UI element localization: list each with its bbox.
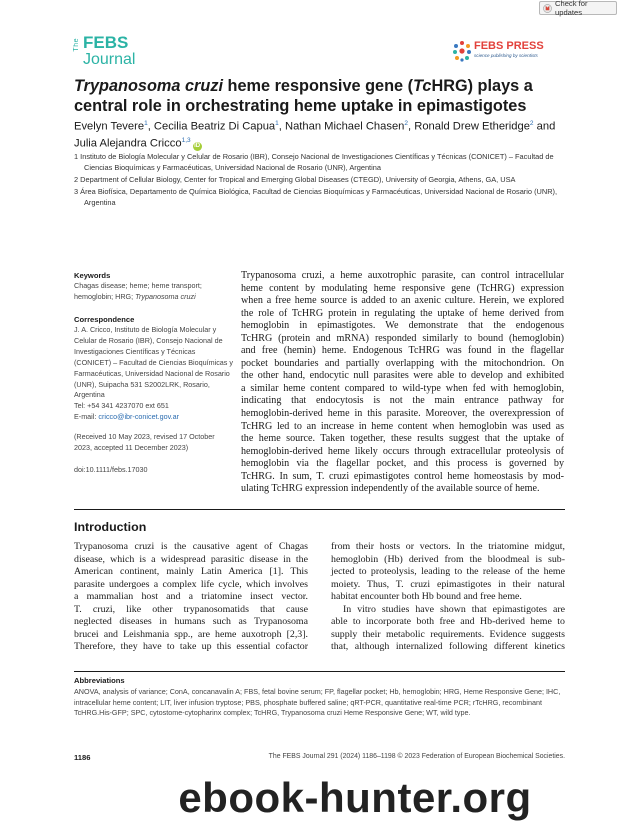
- abstract-line: the role of TcHRG protein in regulating the uptake of heme derived from: [241, 307, 564, 319]
- footnote-divider: [74, 671, 565, 672]
- section-divider: [74, 509, 565, 510]
- orcid-icon[interactable]: iD: [194, 142, 201, 149]
- intro-line: supply their metabolic requirements. Evidence suggests: [331, 628, 565, 640]
- correspondence-address: J. A. Cricco, Instituto de Biología Molecular y Celular de Rosario (IBR), Consejo Nacional de Investigaciones Científicas y Técnicas (CONICET) – Facultad de Ciencias Bioquímicas y Farmacéuticas, Universidad Nacional de Rosario (UNR), Suipacha 531 S2002LRK, Rosario, Argentina: [74, 325, 233, 400]
- journal-logo-journal: Journal: [83, 51, 136, 68]
- check-updates-label: Check for updates: [555, 0, 588, 17]
- keywords-text: [74, 281, 224, 303]
- intro-line: from their hosts or vectors. In the triatomine midgut,: [331, 541, 565, 552]
- abstract-line: pocket boundaries and partially overlapping with the mitochondrion. On: [241, 357, 564, 369]
- intro-line: brucei and Leishmania spp., are heme auxotroph [2,3].: [74, 628, 308, 640]
- press-name: FEBS PRESS: [474, 40, 544, 52]
- article-title: [74, 77, 574, 116]
- crossmark-icon: [543, 4, 552, 13]
- author-name[interactable]: Cecilia Beatriz Di Capua: [153, 120, 276, 133]
- affiliation-item: 3 Área Biofísica, Departamento de Química Biológica, Facultad de Ciencias Bioquímicas y Farmacéuticas, Universidad Nacional de Rosario (UNR), Argentina: [74, 187, 558, 208]
- abstract-line: TcHRG (protein and mRNA) responded similarly to bound (hemoglobin): [241, 332, 564, 344]
- author-affiliation: 2: [529, 120, 534, 127]
- author-affiliation: 2: [404, 120, 409, 127]
- correspondence-block: [74, 325, 234, 423]
- correspondence-tel: Tel: +54 341 4237070 ext 651: [74, 401, 169, 411]
- intro-line: jected to proteolysis, leading to the release of the heme: [331, 566, 565, 577]
- author-affiliation: 1: [275, 120, 279, 127]
- correspondence-heading: Correspondence: [74, 315, 135, 324]
- intro-line: neglected diseases in humans such as Trypanosoma: [74, 616, 308, 627]
- keywords-heading: Keywords: [74, 271, 111, 280]
- keywords-italic: Trypanosoma cruzi: [135, 291, 196, 301]
- intro-line: Trypanosoma cruzi is the causative agent of Chagas: [74, 541, 308, 552]
- abbreviations-heading: Abbreviations: [74, 676, 125, 685]
- affiliations: [74, 151, 574, 210]
- footer-citation: The FEBS Journal 291 (2024) 1186–1198 © 2023 Federation of European Biochemical Societies.: [268, 753, 565, 760]
- febs-press-logo: [452, 39, 564, 65]
- intro-line: able to incorporate both free and Hb-derived heme to: [331, 616, 565, 627]
- author-affiliation: 1: [144, 120, 148, 127]
- journal-logo: [73, 34, 153, 70]
- introduction-heading: Introduction: [74, 520, 147, 534]
- correspondence-email-link[interactable]: cricco@ibr-conicet.gov.ar: [98, 412, 180, 422]
- abstract-line: hemoglobin via the flagellar pocket, and this process is governed by: [241, 458, 564, 470]
- abstract-line: the heme source. Taken together, these results suggest that the uptake of: [241, 433, 564, 445]
- intro-line: that, although internalized following different kinetics: [331, 641, 565, 652]
- intro-line: a mammalian host and a triatomine insect vector.: [74, 591, 308, 602]
- journal-logo-the: The: [73, 38, 80, 52]
- affiliation-item: 2 Department of Cellular Biology, Center for Tropical and Emerging Global Diseases (CTEGD), University of Georgia, Athens, GA, USA: [74, 175, 516, 185]
- abstract-line: hemoglobin-derived heme likely occurs through extracellular proteolysis of: [241, 445, 564, 457]
- abstract-line: hemoglobin-derived heme in this parasite. Moreover, the overexpression of: [241, 408, 564, 420]
- abstract: [241, 270, 564, 496]
- intro-line: moiety. Thus, T. cruzi epimastigotes in their natural: [331, 578, 565, 590]
- abstract-line: hemoglobin in epimastigotes. We demonstrate that the endogenous: [241, 320, 564, 332]
- abstract-line: indicating that endocytosis is not the main entrance pathway for: [241, 395, 564, 407]
- intro-line: T. cruzi, like other trypanosomatids that cause: [74, 603, 308, 615]
- febs-press-dots-icon: [452, 40, 472, 62]
- abstract-line: a similar heme content compared to wild-type when fed with hemoglobin,: [241, 382, 564, 394]
- title-italic-2: Tc: [413, 77, 432, 95]
- intro-line: disease, which is a widespread parasitic disease in the: [74, 553, 308, 565]
- affiliation-item: 1 Instituto de Biología Molecular y Celular de Rosario (IBR), Consejo Nacional de Investigaciones Científicas y Técnicas (CONICET) – Facultad de Ciencias Bioquímicas y Farmacéuticas, Universidad Nacional de Rosario (UNR), Argentina: [74, 152, 554, 172]
- intro-line: habitat encounter both Hb bound and free heme.: [331, 591, 522, 602]
- correspondence-email-label: E-mail:: [74, 412, 99, 422]
- intro-column-left: [74, 541, 308, 654]
- title-part-1: heme responsive gene (: [223, 77, 414, 95]
- intro-line: In vitro studies have shown that epimastigotes are: [343, 603, 565, 615]
- abstract-line: TcHRG. In sum, T. cruzi epimastigotes control heme homeostasis by mod-: [241, 470, 564, 482]
- intro-line: hemoglobin (Hb) derived from the bloodmeal is sub-: [331, 553, 565, 565]
- intro-line: parasite undergoes a complex life cycle, which involves: [74, 578, 308, 590]
- abstract-line: heme content by modulating heme responsive gene (TcHRG) expression: [241, 282, 564, 294]
- author-affiliation: 1,3: [181, 137, 191, 145]
- abstract-line: TcHRG led to an increase in heme content when hemoglobin was used as: [241, 420, 564, 432]
- intro-line: American continent, mainly Latin America [1]. This: [74, 566, 308, 577]
- doi[interactable]: doi:10.1111/febs.17030: [74, 465, 148, 474]
- abstract-line: and free (hemin) heme. Endogenous TcHRG was found in the flagellar: [241, 345, 564, 357]
- intro-column-right: [331, 541, 565, 654]
- title-part-2: HRG) plays a central role in orchestrating heme uptake in epimastigotes: [74, 77, 533, 115]
- authors-and: and: [536, 120, 556, 133]
- abstract-line: when a free heme source is added to an axenic culture. Herein, we explored: [241, 295, 564, 307]
- title-italic: Trypanosoma cruzi: [74, 77, 223, 95]
- page-number: 1186: [74, 753, 91, 762]
- journal-logo-febs: FEBS: [83, 33, 129, 52]
- author-name[interactable]: Nathan Michael Chasen: [285, 120, 405, 133]
- watermark: ebook-hunter.org: [178, 774, 532, 821]
- author-name[interactable]: Ronald Drew Etheridge: [414, 120, 530, 133]
- check-for-updates-button[interactable]: [539, 1, 617, 15]
- abstract-line: Trypanosoma cruzi, a heme auxotrophic parasite, can control intracellular: [241, 270, 564, 281]
- author-list: Evelyn Tevere$^1$, Cecilia Beatriz Di Capua$^1$, Nathan Michael Chasen$^2$, Ronald Drew Etheridge$^2$ and Julia Alejandra Cricco$^{1,3}$iD: [74, 120, 556, 150]
- press-tagline: science publishing by scientists: [474, 53, 538, 58]
- abstract-line: the other hand, endocytic null parasites were able to develop and exhibited: [241, 370, 564, 382]
- intro-line: Therefore, they have to take up this essential cofactor: [74, 641, 308, 652]
- author-name[interactable]: Julia Alejandra Cricco: [74, 137, 182, 150]
- abbreviations-text: ANOVA, analysis of variance; ConA, concanavalin A; FBS, fetal bovine serum; FP, flagellar pocket; Hb, hemoglobin; HRG, Heme Responsive Gene; IHC, intracellular heme content; LIT, liver infusion tryptose; PBS, phosphate buffered saline; qRT-PCR, quantitative real-time PCR; rTcHRG, recombinant TcHRG.His-GFP; SPC, cytostome-cytopharinx complex; TcHRG, Trypanosoma cruzi Heme Responsive Gene; WT, wild type.: [74, 687, 561, 718]
- keywords-list: Chagas disease; heme; heme transport; hemoglobin; HRG;: [74, 281, 202, 301]
- author-name[interactable]: Evelyn Tevere: [74, 120, 145, 133]
- received-dates: (Received 10 May 2023, revised 17 October 2023, accepted 11 December 2023): [74, 432, 215, 452]
- abstract-line: ulating TcHRG expression independently of the available source of heme.: [241, 483, 540, 495]
